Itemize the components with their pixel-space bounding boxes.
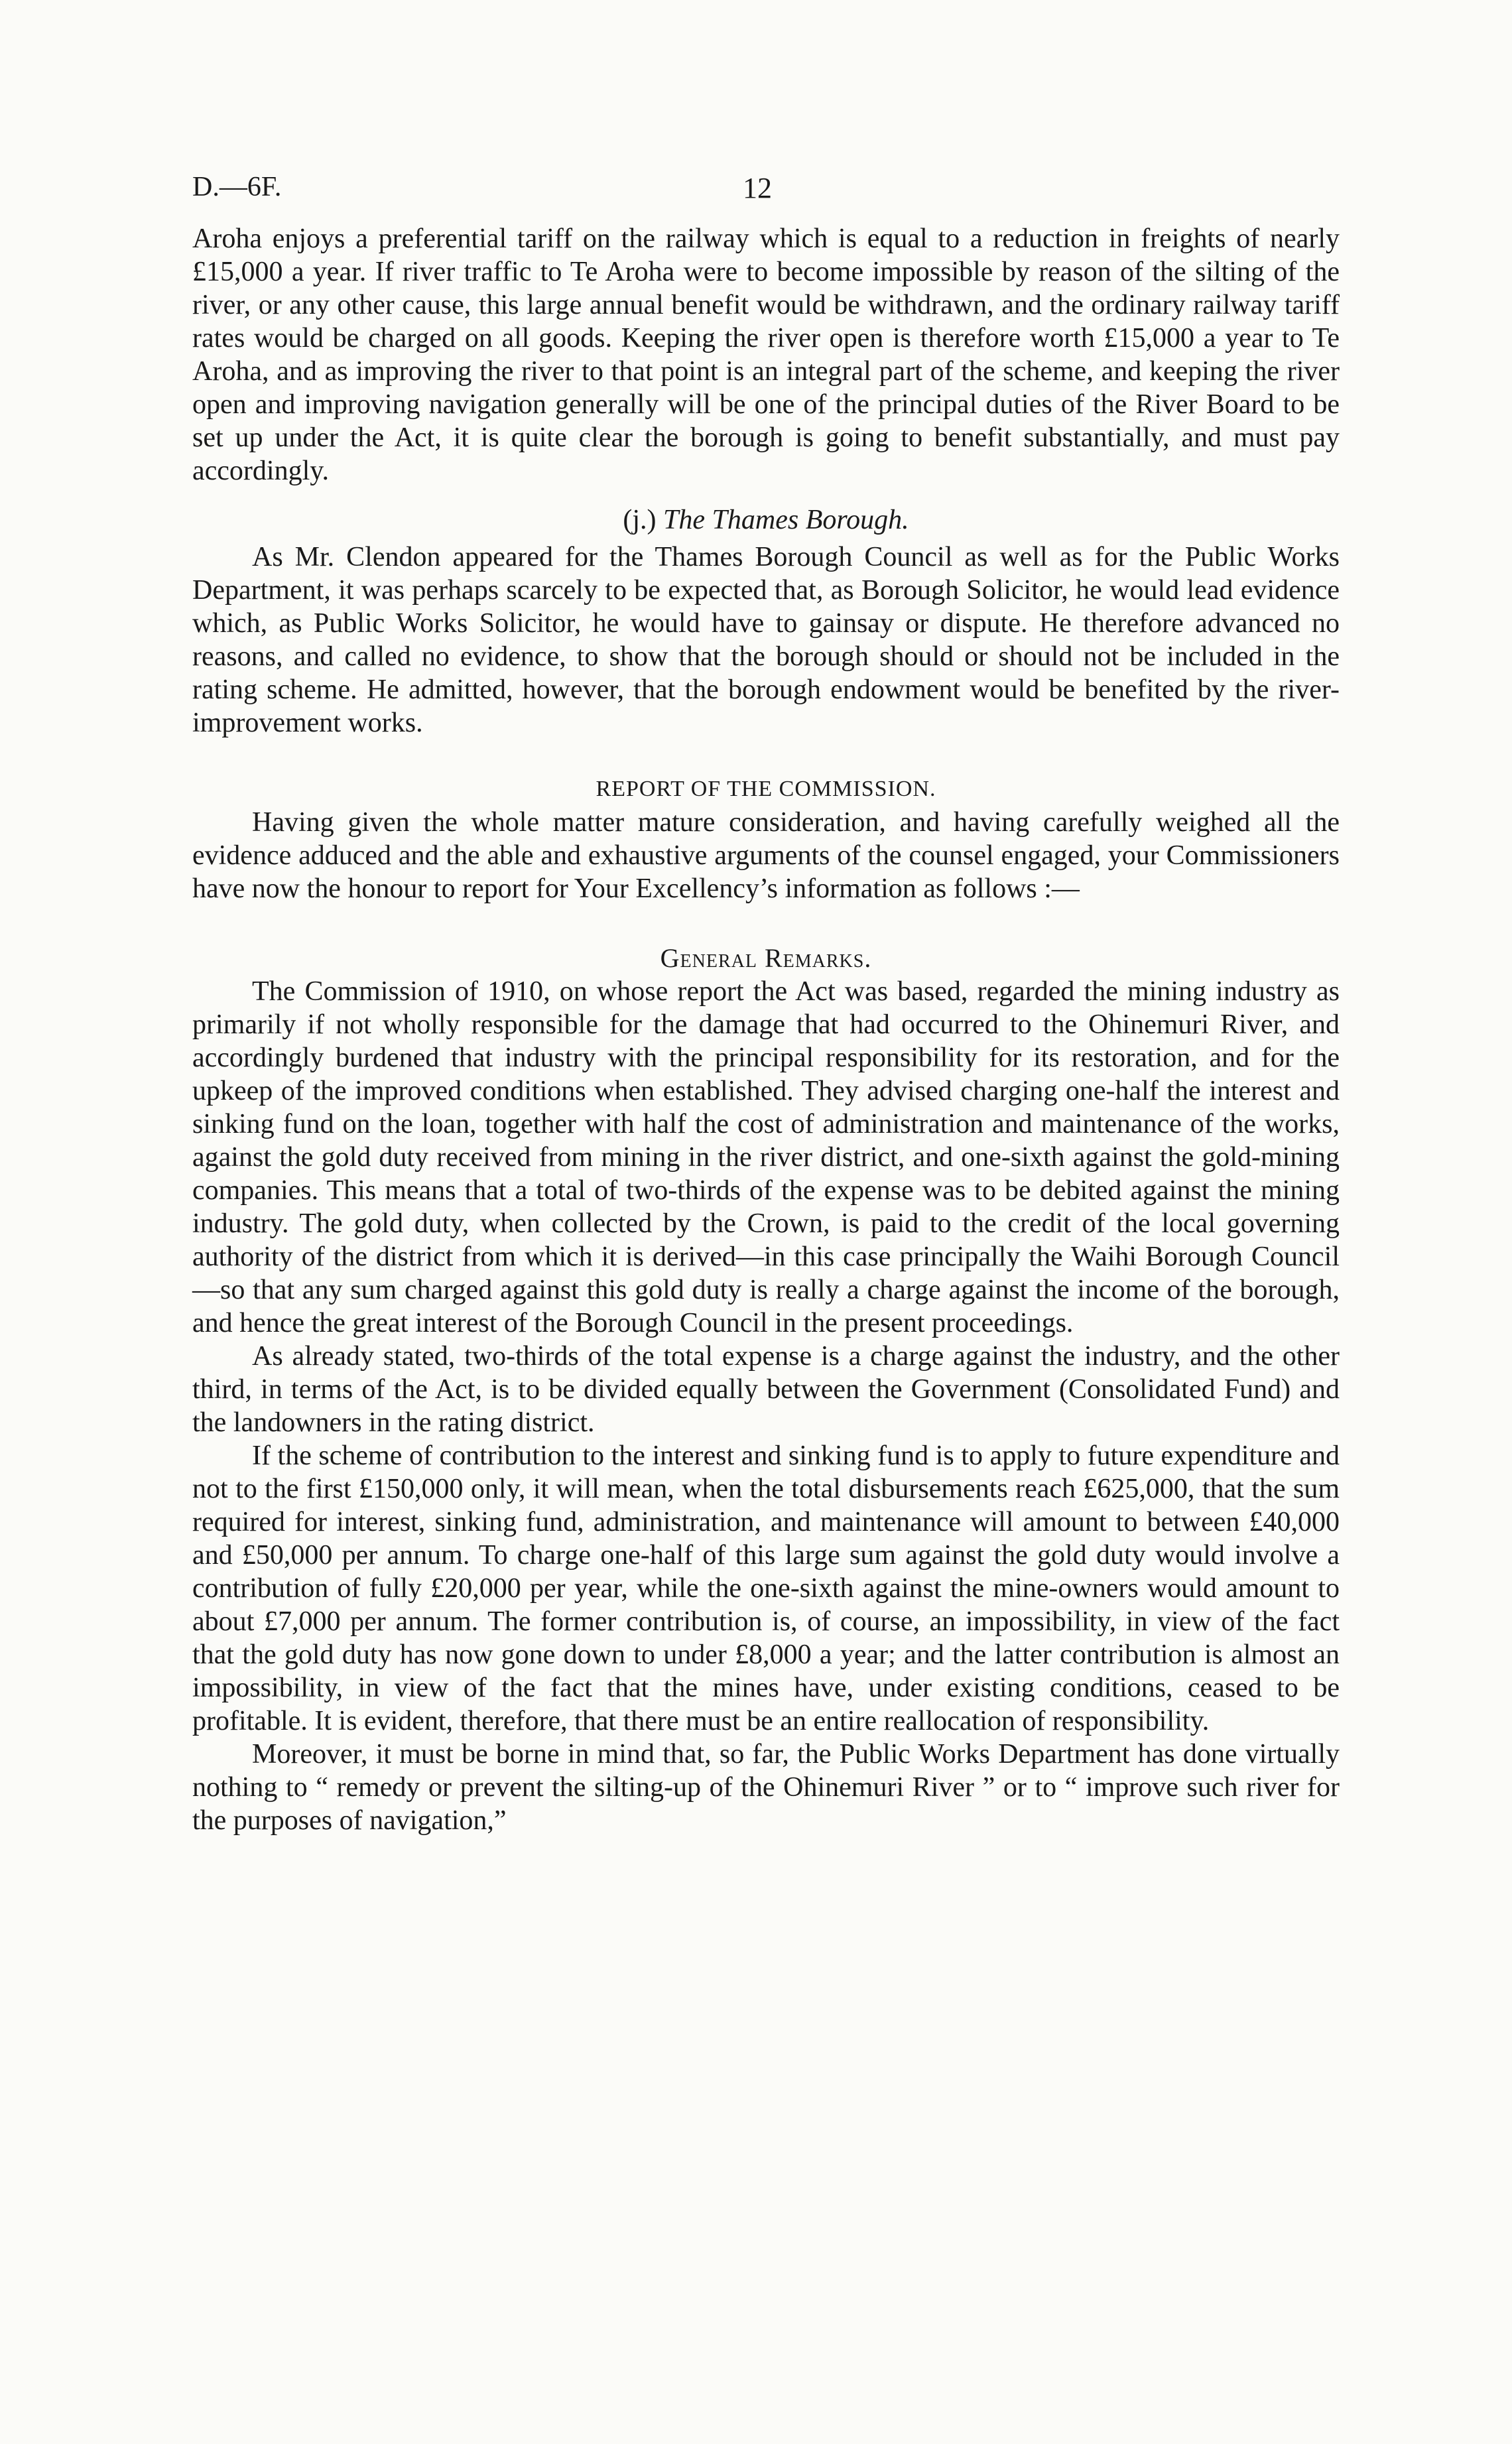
- paragraph-contribution-scheme: If the scheme of contribution to the interest and sinking fund is to apply to future expenditure and not to the first £150,000 only, it will mean, when the total disbursements reach £625,000, that the sum required for interest, sinking fund, administration, and maintenance will amount to between £40,000 and £50,000 per annum. To charge one-half of this large sum against the gold duty would involve a contribution of fully £20,000 per year, while the one-sixth against the mine-owners would amount to about £7,000 per annum. The former contribution is, of course, an impossibility, in view of the fact that the gold duty has now gone down to under £8,000 a year; and the latter contribution is almost an impossibility, in view of the fact that the mines have, under existing conditions, ceased to be profitable. It is evident, therefore, that there must be an entire reallocation of responsibility.: [192, 1441, 1340, 1736]
- section-heading-title: The Thames Borough.: [663, 505, 909, 535]
- page-header: [192, 171, 1340, 211]
- paragraph-two-thirds: As already stated, two-thirds of the total expense is a charge against the industry, and the other third, in terms of the Act, is to be divided equally between the Government (Consolidated Fund) and the landowners in the rating district.: [192, 1341, 1340, 1438]
- paragraph-commission-1910: The Commission of 1910, on whose report the Act was based, regarded the mining industry as primarily if not wholly responsible for the damage that had occurred to the Ohinemuri River, and accordingly burdened that industry with the principal responsibility for its restoration, and for the upkeep of the improved conditions when established. They advised charging one-half the interest and sinking fund on the loan, together with half the cost of administration and maintenance of the works, against the gold duty received from mining in the river district, and one-sixth against the gold-mining companies. This means that a total of two-thirds of the expense was to be debited against the mining industry. The gold duty, when collected by the Crown, is paid to the credit of the local governing authority of the district from which it is derived—in this case principally the Waihi Borough Council—so that any sum charged against this gold duty is really a charge against the income of the borough, and hence the great interest of the Borough Council in the present proceedings.: [192, 976, 1340, 1338]
- paragraph-te-aroha-continuation: Aroha enjoys a preferential tariff on the railway which is equal to a reduction in freights of nearly £15,000 a year. If river traffic to Te Aroha were to become impossible by reason of the silting of the river, or any other cause, this large annual benefit would be withdrawn, and the ordinary railway tariff rates would be charged on all goods. Keeping the river open is therefore worth £15,000 a year to Te Aroha, and as improving the river to that point is an integral part of the scheme, and keeping the river open and improving navigation generally will be one of the principal duties of the River Board to be set up under the Act, it is quite clear the borough is going to benefit substantially, and must pay accordingly.: [192, 224, 1340, 486]
- heading-report-of-commission: REPORT OF THE COMMISSION.: [596, 777, 936, 801]
- paragraph-thames-borough: As Mr. Clendon appeared for the Thames Borough Council as well as for the Public Works Department, it was perhaps scarcely to be expected that, as Borough Solicitor, he would lead evidence which, as Public Works Solicitor, he would have to gainsay or dispute. He therefore advanced no reasons, and called no evidence, to show that the borough should or should not be included in the rating scheme. He admitted, however, that the borough endowment would be benefited by the river-improvement works.: [192, 542, 1340, 738]
- paragraph-public-works: Moreover, it must be borne in mind that, so far, the Public Works Department has done virtually nothing to “ remedy or prevent the silting-up of the Ohinemuri River ” or to “ improve such river for the purposes of navigation,”: [192, 1739, 1340, 1836]
- heading-general-remarks: General Remarks.: [660, 943, 872, 973]
- section-heading-thames-borough: [192, 503, 1340, 537]
- document-body: [192, 222, 1340, 1837]
- paragraph-report-intro: Having given the whole matter mature consideration, and having carefully weighed all the evidence adduced and the able and exhaustive arguments of the counsel engaged, your Commissioners have now the honour to report for Your Excellency’s information as follows :—: [192, 807, 1340, 904]
- document-reference: D.—6F.: [192, 172, 282, 202]
- page-number: 12: [743, 172, 772, 204]
- section-heading-prefix: (j.): [623, 505, 664, 535]
